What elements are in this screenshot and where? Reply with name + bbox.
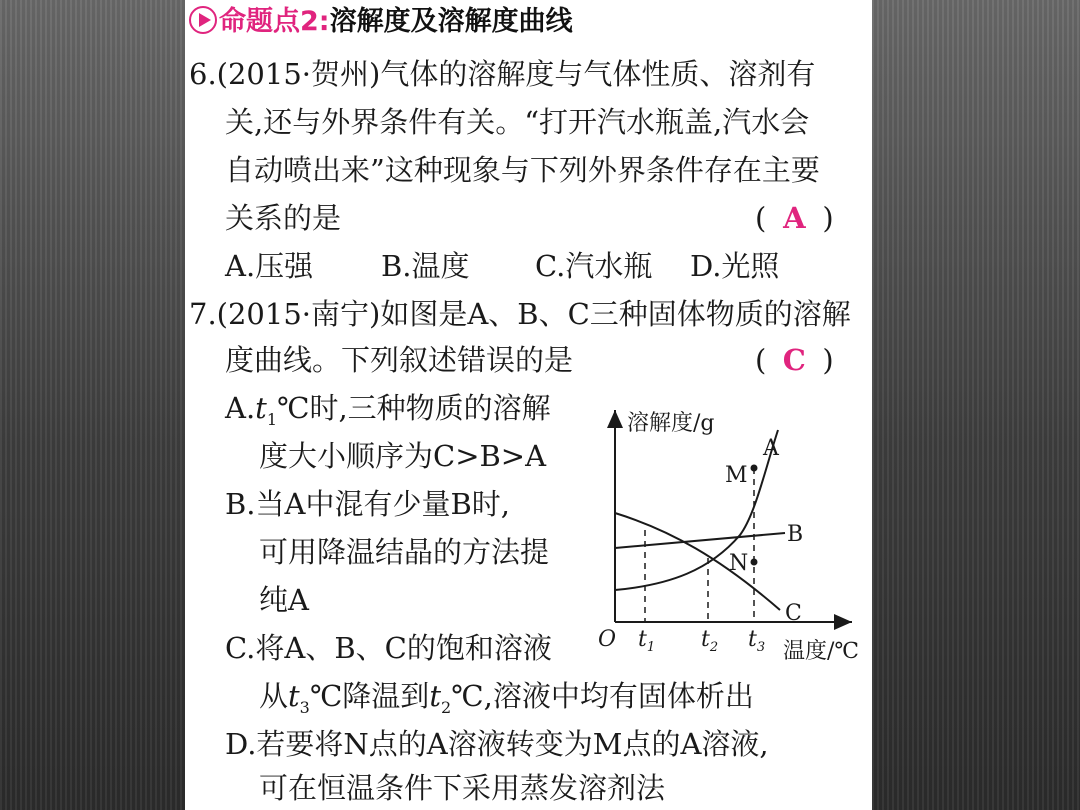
option-a-t: t <box>255 391 267 425</box>
origin-label: O <box>598 627 617 652</box>
bracket-close: ) <box>822 343 834 377</box>
heading-title: 溶解度及溶解度曲线 <box>329 6 573 37</box>
q6-line-2: 关,还与外界条件有关。“打开汽水瓶盖,汽水会 <box>225 105 810 139</box>
option-a-rest: ℃时,三种物质的溶解 <box>277 391 551 425</box>
option-c-t2: t <box>429 679 441 713</box>
heading-number: 2 <box>300 6 319 37</box>
left-border-panel <box>0 0 185 810</box>
tick-t1-t: t <box>638 627 647 652</box>
q6-option-c: C.汽水瓶 <box>535 249 653 283</box>
point-n-label: N <box>729 551 749 576</box>
point-m <box>751 465 758 472</box>
q7-option-b-line-2: 可用降温结晶的方法提 <box>259 535 550 569</box>
tick-t2 <box>701 627 718 655</box>
q7-line-2: 度曲线。下列叙述错误的是 <box>225 343 574 377</box>
q6-option-a: A.压强 <box>225 249 314 283</box>
q6-option-b: B.温度 <box>381 249 470 283</box>
q6-answer-bracket <box>755 198 834 238</box>
right-border-panel <box>872 0 1080 810</box>
option-c-sub3: 3 <box>299 697 310 717</box>
q7-line-1: 7.(2015·南宁)如图是A、B、C三种固体物质的溶解 <box>189 297 851 331</box>
play-icon <box>189 6 217 34</box>
curve-b <box>615 533 785 548</box>
curve-a <box>615 430 778 590</box>
q6-line-3: 自动喷出来”这种现象与下列外界条件存在主要 <box>225 153 820 187</box>
q6-answer: A <box>783 201 806 235</box>
tick-t2-sub: 2 <box>709 640 719 655</box>
tick-t3 <box>748 627 765 655</box>
curve-b-label: B <box>787 522 804 547</box>
bracket-open: ( <box>755 201 767 235</box>
option-c-pre: 从 <box>259 679 289 713</box>
option-c-mid: ℃降温到 <box>309 679 430 713</box>
tick-t3-t: t <box>748 627 757 652</box>
y-axis-label: 溶解度/g <box>627 411 715 436</box>
solubility-graph <box>590 400 870 665</box>
q6-option-d: D.光照 <box>690 249 780 283</box>
heading-prefix: 命题点 <box>219 6 300 37</box>
q7-option-c-line-2 <box>259 676 754 728</box>
option-a-sub: 1 <box>266 409 278 429</box>
q7-option-a-line-2: 度大小顺序为C>B>A <box>259 439 547 473</box>
x-axis-label: 温度/℃ <box>783 639 860 664</box>
q7-answer-bracket <box>755 340 834 380</box>
tick-t1-sub: 1 <box>646 640 656 655</box>
section-heading <box>189 2 573 42</box>
option-c-post: ℃,溶液中均有固体析出 <box>451 679 754 713</box>
heading-colon: : <box>318 6 330 37</box>
q7-option-b-line-3: 纯A <box>259 583 309 617</box>
point-n <box>751 559 758 566</box>
bracket-close: ) <box>822 201 834 235</box>
q7-option-c-line-1: C.将A、B、C的饱和溶液 <box>225 631 552 665</box>
q6-line-4: 关系的是 <box>225 201 342 235</box>
option-a-prefix: A. <box>225 391 256 425</box>
curve-c-label: C <box>785 601 802 626</box>
tick-t1 <box>638 627 655 655</box>
q7-answer: C <box>782 343 806 377</box>
point-m-label: M <box>725 463 748 488</box>
curve-a-label: A <box>763 436 779 461</box>
option-c-sub2: 2 <box>440 697 452 717</box>
q7-option-d-line-1: D.若要将N点的A溶液转变为M点的A溶液, <box>225 727 769 761</box>
q7-option-a-line-1 <box>225 388 551 440</box>
option-c-t3: t <box>288 679 300 713</box>
tick-t2-t: t <box>701 627 710 652</box>
tick-t3-sub: 3 <box>756 640 766 655</box>
q7-option-d-line-2: 可在恒温条件下采用蒸发溶剂法 <box>259 771 666 805</box>
q7-option-b-line-1: B.当A中混有少量B时, <box>225 487 511 521</box>
bracket-open: ( <box>755 343 767 377</box>
q6-line-1: 6.(2015·贺州)气体的溶解度与气体性质、溶剂有 <box>189 57 816 91</box>
